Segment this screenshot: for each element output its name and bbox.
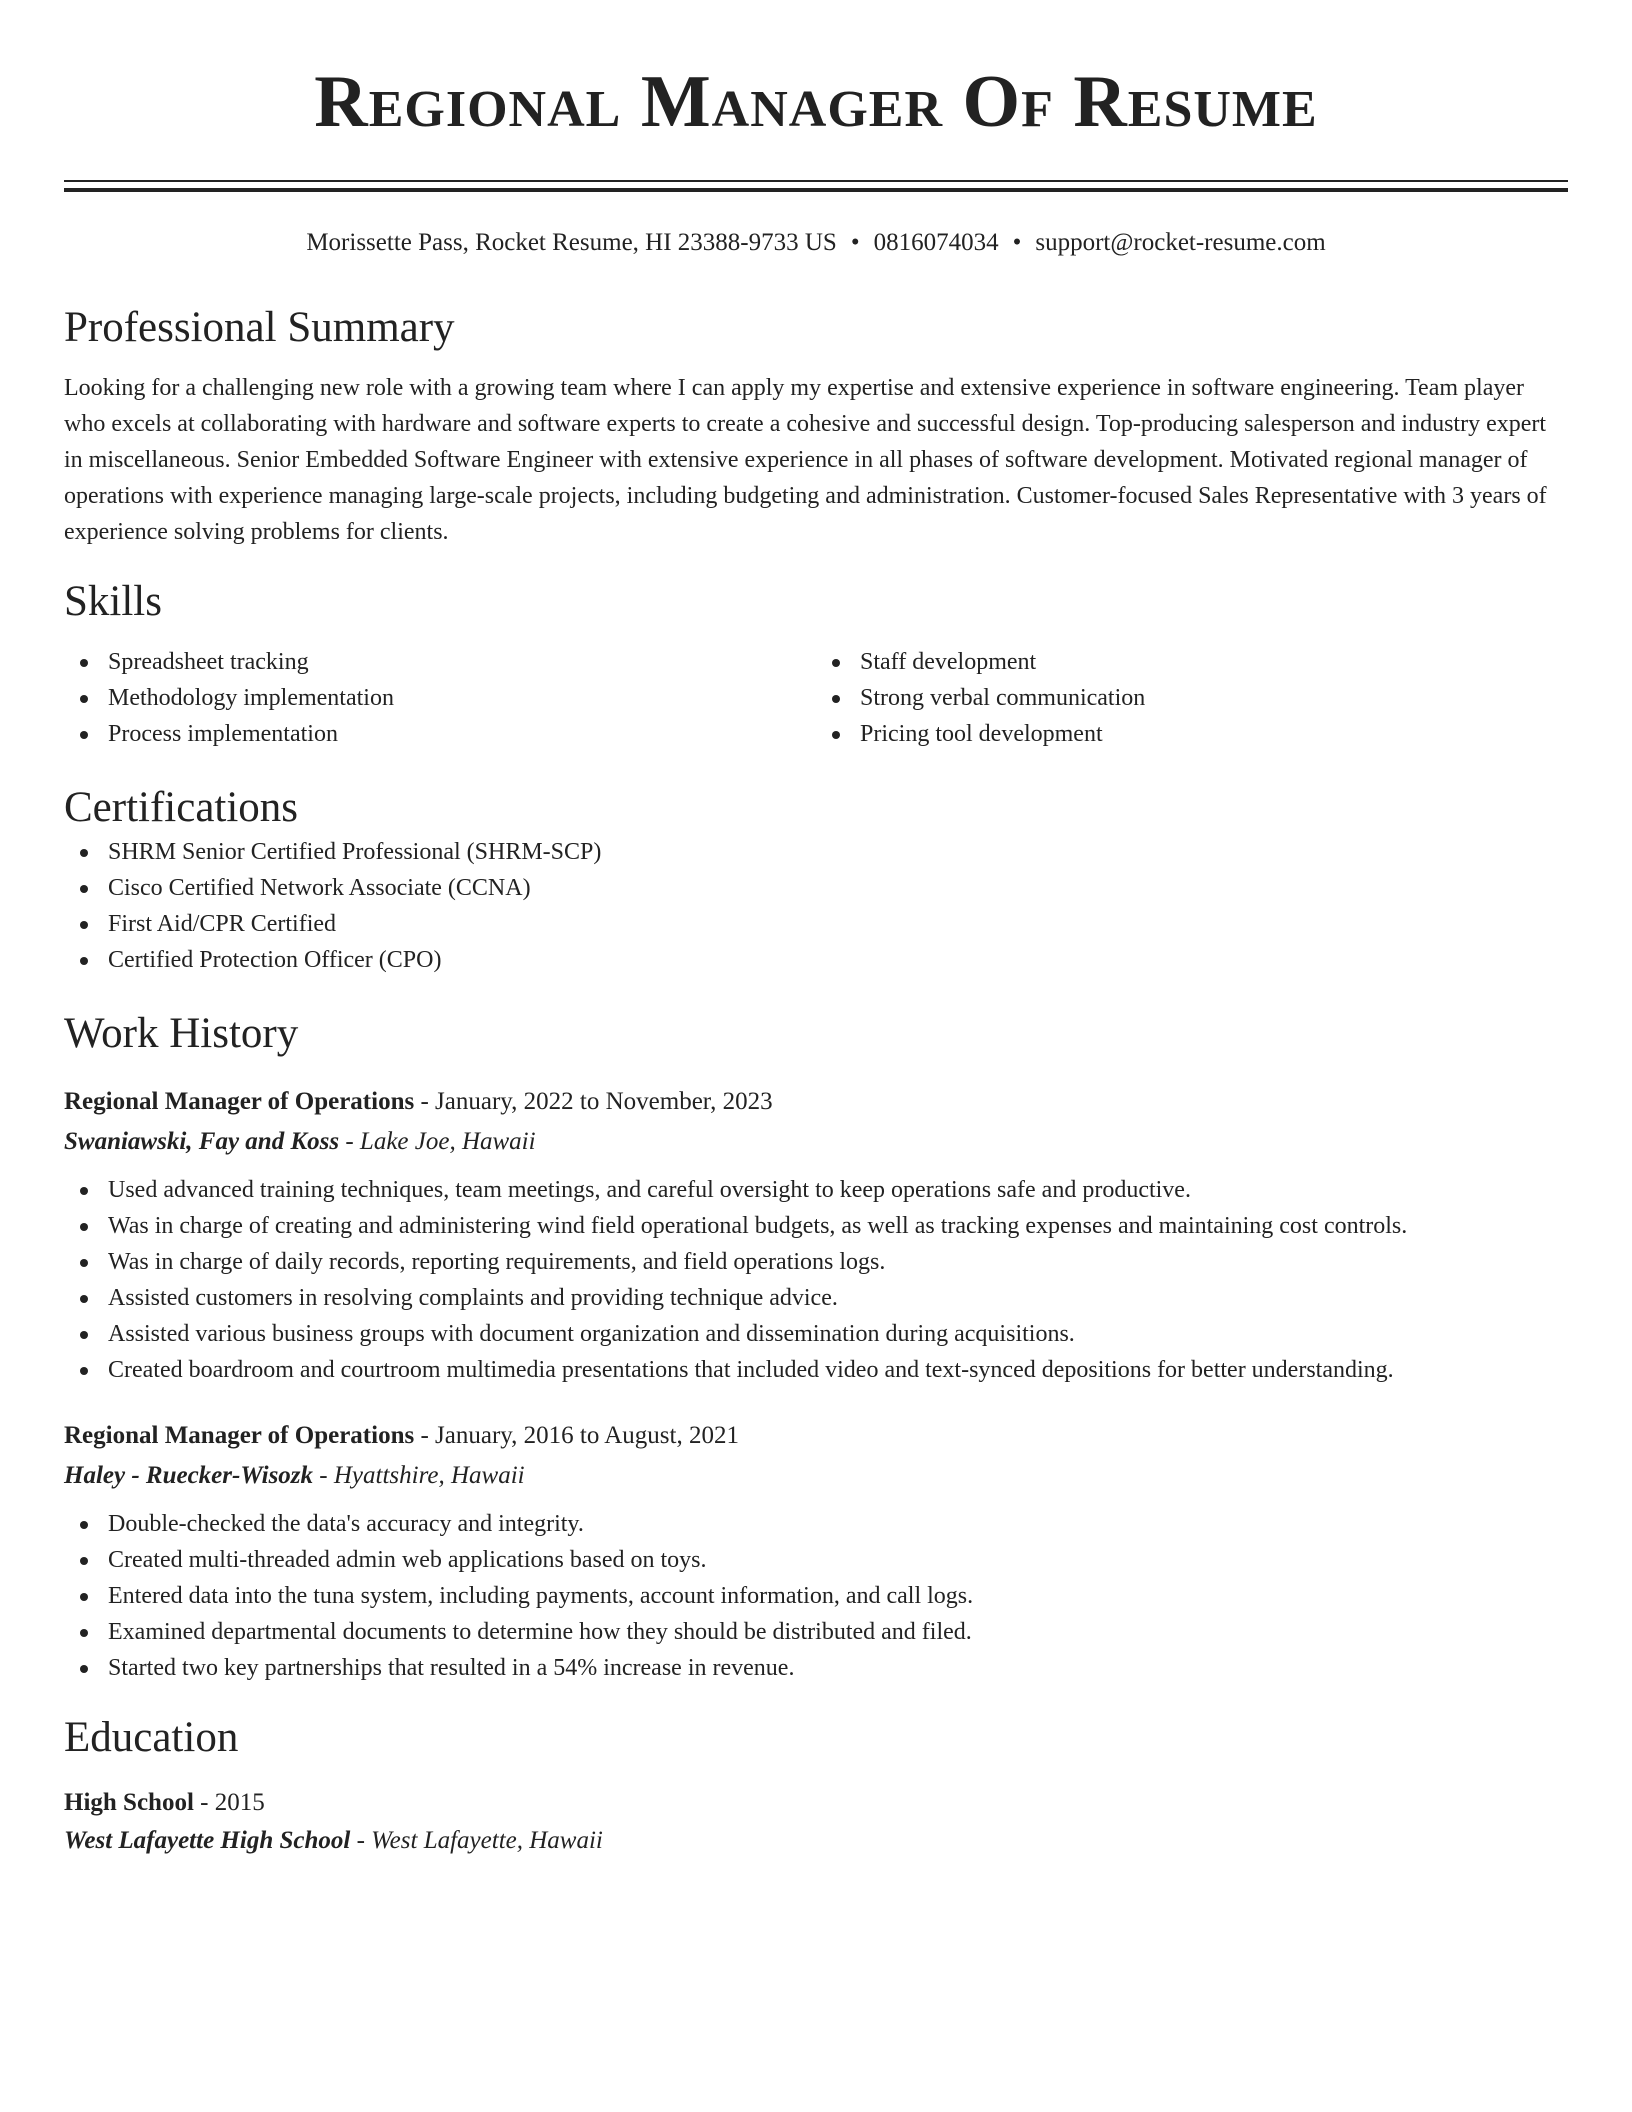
job-header: [64, 1082, 1568, 1122]
education-entry: [64, 1784, 1568, 1860]
contact-separator: •: [1012, 229, 1022, 256]
skill-item: Strong verbal communication: [816, 680, 1568, 716]
job-dates: - January, 2022 to November, 2023: [414, 1088, 773, 1115]
job-employer: [64, 1122, 1568, 1162]
certification-item: Cisco Certified Network Associate (CCNA): [64, 870, 1568, 906]
education-heading: Education: [64, 1714, 239, 1761]
skill-item: Pricing tool development: [816, 716, 1568, 752]
certification-item: First Aid/CPR Certified: [64, 906, 1568, 942]
skills-column-right: [816, 644, 1568, 752]
job-duty: Assisted various business groups with document organization and dissemination during acquisitions.: [64, 1316, 1568, 1352]
job-header: [64, 1416, 1568, 1456]
contact-email: support@rocket-resume.com: [1035, 229, 1326, 256]
job-duty: Was in charge of daily records, reporting requirements, and field operations logs.: [64, 1244, 1568, 1280]
job-title: Regional Manager of Operations: [64, 1088, 415, 1115]
job-employer: [64, 1456, 1568, 1496]
company-location: - Hyattshire, Hawaii: [313, 1462, 525, 1489]
job-title: Regional Manager of Operations: [64, 1422, 415, 1449]
contact-separator: •: [850, 229, 860, 256]
resume-title: Regional Manager Of Resume: [314, 61, 1318, 143]
job-duty: Assisted customers in resolving complaints and providing technique advice.: [64, 1280, 1568, 1316]
certification-item: SHRM Senior Certified Professional (SHRM-SCP): [64, 834, 1568, 870]
contact-line: [64, 226, 1568, 260]
work-history-heading: Work History: [64, 1010, 299, 1057]
certifications-list: [64, 834, 1568, 978]
job-duties-list: [64, 1172, 1568, 1388]
company-name: Swaniawski, Fay and Koss: [64, 1128, 340, 1155]
job-dates: - January, 2016 to August, 2021: [414, 1422, 739, 1449]
job-entry: [64, 1082, 1568, 1388]
job-entry: [64, 1416, 1568, 1686]
skill-item: Spreadsheet tracking: [64, 644, 816, 680]
school-location: - West Lafayette, Hawaii: [350, 1827, 603, 1854]
skills-list: [64, 644, 1568, 752]
skills-heading: Skills: [64, 578, 162, 625]
job-duty: Started two key partnerships that resulted in a 54% increase in revenue.: [64, 1650, 1568, 1686]
education-header: [64, 1784, 1568, 1822]
job-duty: Created multi-threaded admin web applications based on toys.: [64, 1542, 1568, 1578]
skills-column-left: [64, 644, 816, 752]
graduation-year: - 2015: [193, 1789, 265, 1816]
company-location: - Lake Joe, Hawaii: [339, 1128, 536, 1155]
certification-item: Certified Protection Officer (CPO): [64, 942, 1568, 978]
skill-item: Staff development: [816, 644, 1568, 680]
summary-heading: Professional Summary: [64, 304, 455, 351]
job-duty: Was in charge of creating and administering wind field operational budgets, as well as tracking expenses and maintaining cost controls.: [64, 1208, 1568, 1244]
company-name: Haley - Ruecker-Wisozk: [64, 1462, 314, 1489]
job-duty: Created boardroom and courtroom multimedia presentations that included video and text-synced depositions for better understanding.: [64, 1352, 1568, 1388]
skill-item: Methodology implementation: [64, 680, 816, 716]
job-duty: Double-checked the data's accuracy and integrity.: [64, 1506, 1568, 1542]
job-duties-list: [64, 1506, 1568, 1686]
skill-item: Process implementation: [64, 716, 816, 752]
contact-phone: 0816074034: [873, 229, 999, 256]
contact-address: Morissette Pass, Rocket Resume, HI 23388-9733 US: [306, 229, 837, 256]
summary-text: Looking for a challenging new role with a growing team where I can apply my expertise and extensive experience in software engineering. Team player who excels at collaborating with hardware and software experts to create a cohesive and successful design. Top-producing salesperson and industry expert in miscellaneous. Senior Embedded Software Engineer with extensive experience in all phases of software development. Motivated regional manager of operations with experience managing large-scale projects, including budgeting and administration. Customer-focused Sales Representative with 3 years of experience solving problems for clients.: [64, 375, 1547, 545]
job-duty: Used advanced training techniques, team meetings, and careful oversight to keep operations safe and productive.: [64, 1172, 1568, 1208]
degree: High School: [64, 1789, 194, 1816]
job-duty: Examined departmental documents to determine how they should be distributed and filed.: [64, 1614, 1568, 1650]
header-divider: [64, 180, 1568, 192]
school-name: West Lafayette High School: [64, 1827, 351, 1854]
certifications-heading: Certifications: [64, 784, 299, 831]
education-school: [64, 1822, 1568, 1860]
job-duty: Entered data into the tuna system, including payments, account information, and call logs.: [64, 1578, 1568, 1614]
